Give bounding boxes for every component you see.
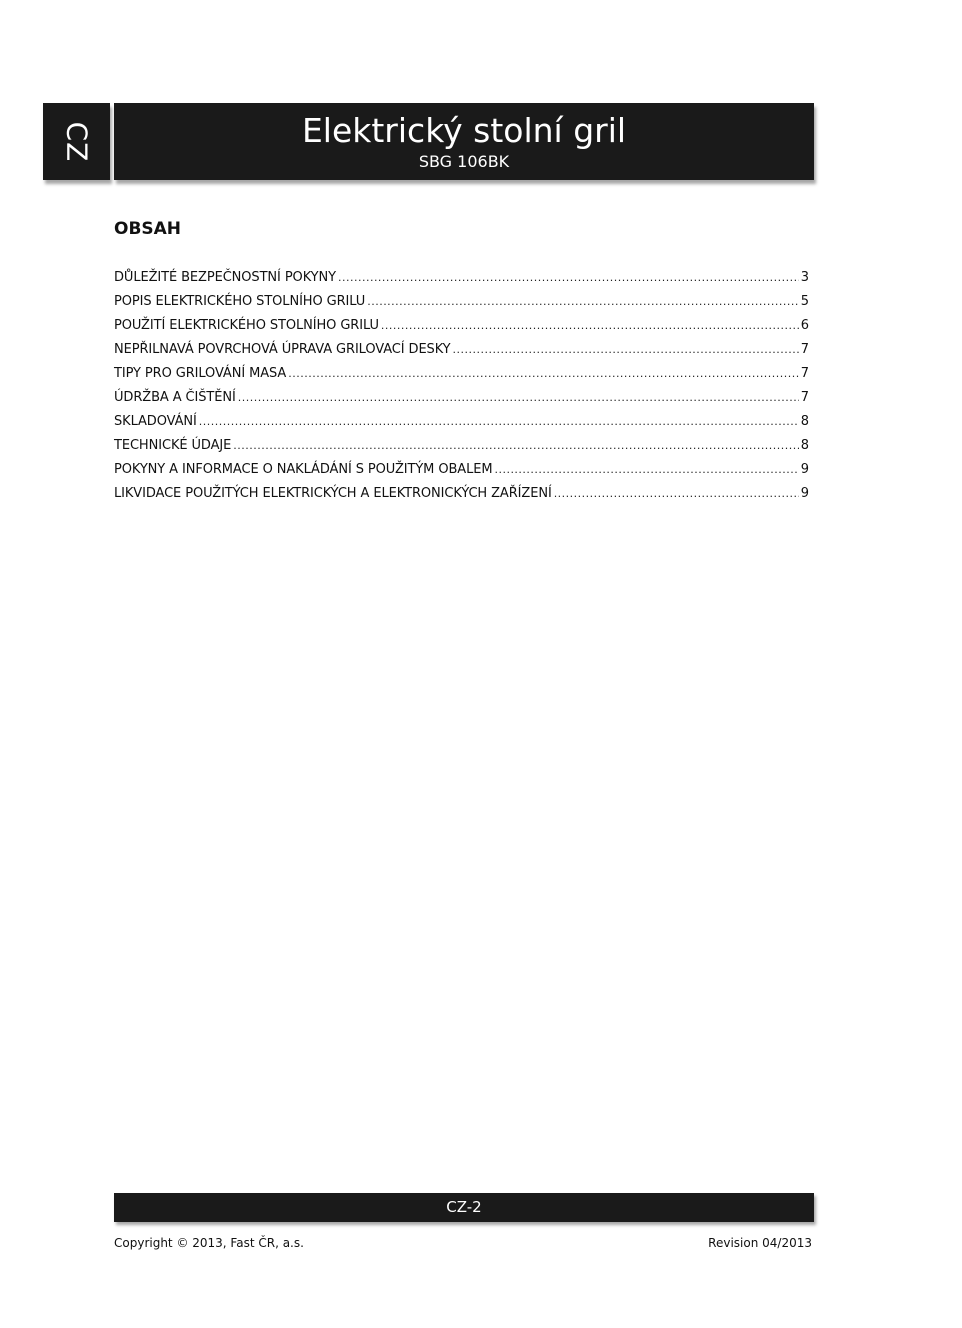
toc-entry[interactable]	[114, 436, 809, 460]
copyright-text: Copyright © 2013, Fast ČR, a.s.	[114, 1236, 304, 1250]
dot-leader	[238, 388, 799, 408]
toc-entry-label: POPIS ELEKTRICKÉHO STOLNÍHO GRILU	[114, 294, 366, 309]
toc-entry-page: 5	[800, 294, 809, 309]
revision-text: Revision 04/2013	[708, 1236, 812, 1250]
toc-heading: OBSAH	[114, 219, 182, 239]
toc-entry-page: 8	[800, 414, 809, 429]
dot-leader	[367, 292, 799, 312]
toc-entry-label: POUŽITÍ ELEKTRICKÉHO STOLNÍHO GRILU	[114, 318, 379, 333]
dot-leader	[233, 436, 798, 456]
toc-entry-label: TIPY PRO GRILOVÁNÍ MASA	[114, 366, 287, 381]
toc-entry-page: 6	[800, 318, 809, 333]
toc-entry[interactable]	[114, 316, 809, 340]
table-of-contents	[114, 268, 809, 508]
toc-entry-label: SKLADOVÁNÍ	[114, 414, 197, 429]
toc-entry-page: 7	[800, 342, 809, 357]
document-title: Elektrický stolní gril	[301, 111, 627, 150]
language-tab	[43, 103, 110, 180]
toc-entry-label: DŮLEŽITÉ BEZPEČNOSTNÍ POKYNY	[114, 270, 336, 285]
toc-entry-page: 9	[800, 462, 809, 477]
toc-entry-label: TECHNICKÉ ÚDAJE	[114, 438, 232, 453]
dot-leader	[494, 460, 798, 480]
toc-entry-page: 7	[800, 390, 809, 405]
toc-entry[interactable]	[114, 484, 809, 508]
language-code: CZ	[60, 121, 93, 162]
toc-entry[interactable]	[114, 460, 809, 484]
model-number: SBG 106BK	[418, 152, 510, 171]
toc-entry-label: POKYNY A INFORMACE O NAKLÁDÁNÍ S POUŽITÝM OBALEM	[114, 462, 493, 477]
footer-bar	[114, 1193, 814, 1222]
dot-leader	[338, 268, 799, 288]
toc-entry[interactable]	[114, 340, 809, 364]
toc-entry[interactable]	[114, 388, 809, 412]
toc-entry[interactable]	[114, 364, 809, 388]
toc-entry[interactable]	[114, 412, 809, 436]
dot-leader	[199, 412, 799, 432]
toc-entry-label: ÚDRŽBA A ČIŠTĚNÍ	[114, 390, 236, 405]
toc-entry[interactable]	[114, 268, 809, 292]
dot-leader	[453, 340, 799, 360]
toc-entry-label: NEPŘILNAVÁ POVRCHOVÁ ÚPRAVA GRILOVACÍ DESKY	[114, 342, 451, 357]
title-bar	[114, 103, 814, 180]
toc-entry-page: 9	[800, 486, 809, 501]
toc-entry[interactable]	[114, 292, 809, 316]
dot-leader	[381, 316, 799, 336]
page-number: CZ-2	[446, 1198, 482, 1216]
toc-entry-page: 3	[800, 270, 809, 285]
dot-leader	[288, 364, 799, 384]
toc-entry-page: 7	[800, 366, 809, 381]
toc-entry-label: LIKVIDACE POUŽITÝCH ELEKTRICKÝCH A ELEKTRONICKÝCH ZAŘÍZENÍ	[114, 486, 552, 501]
dot-leader	[554, 484, 799, 504]
toc-entry-page: 8	[800, 438, 809, 453]
